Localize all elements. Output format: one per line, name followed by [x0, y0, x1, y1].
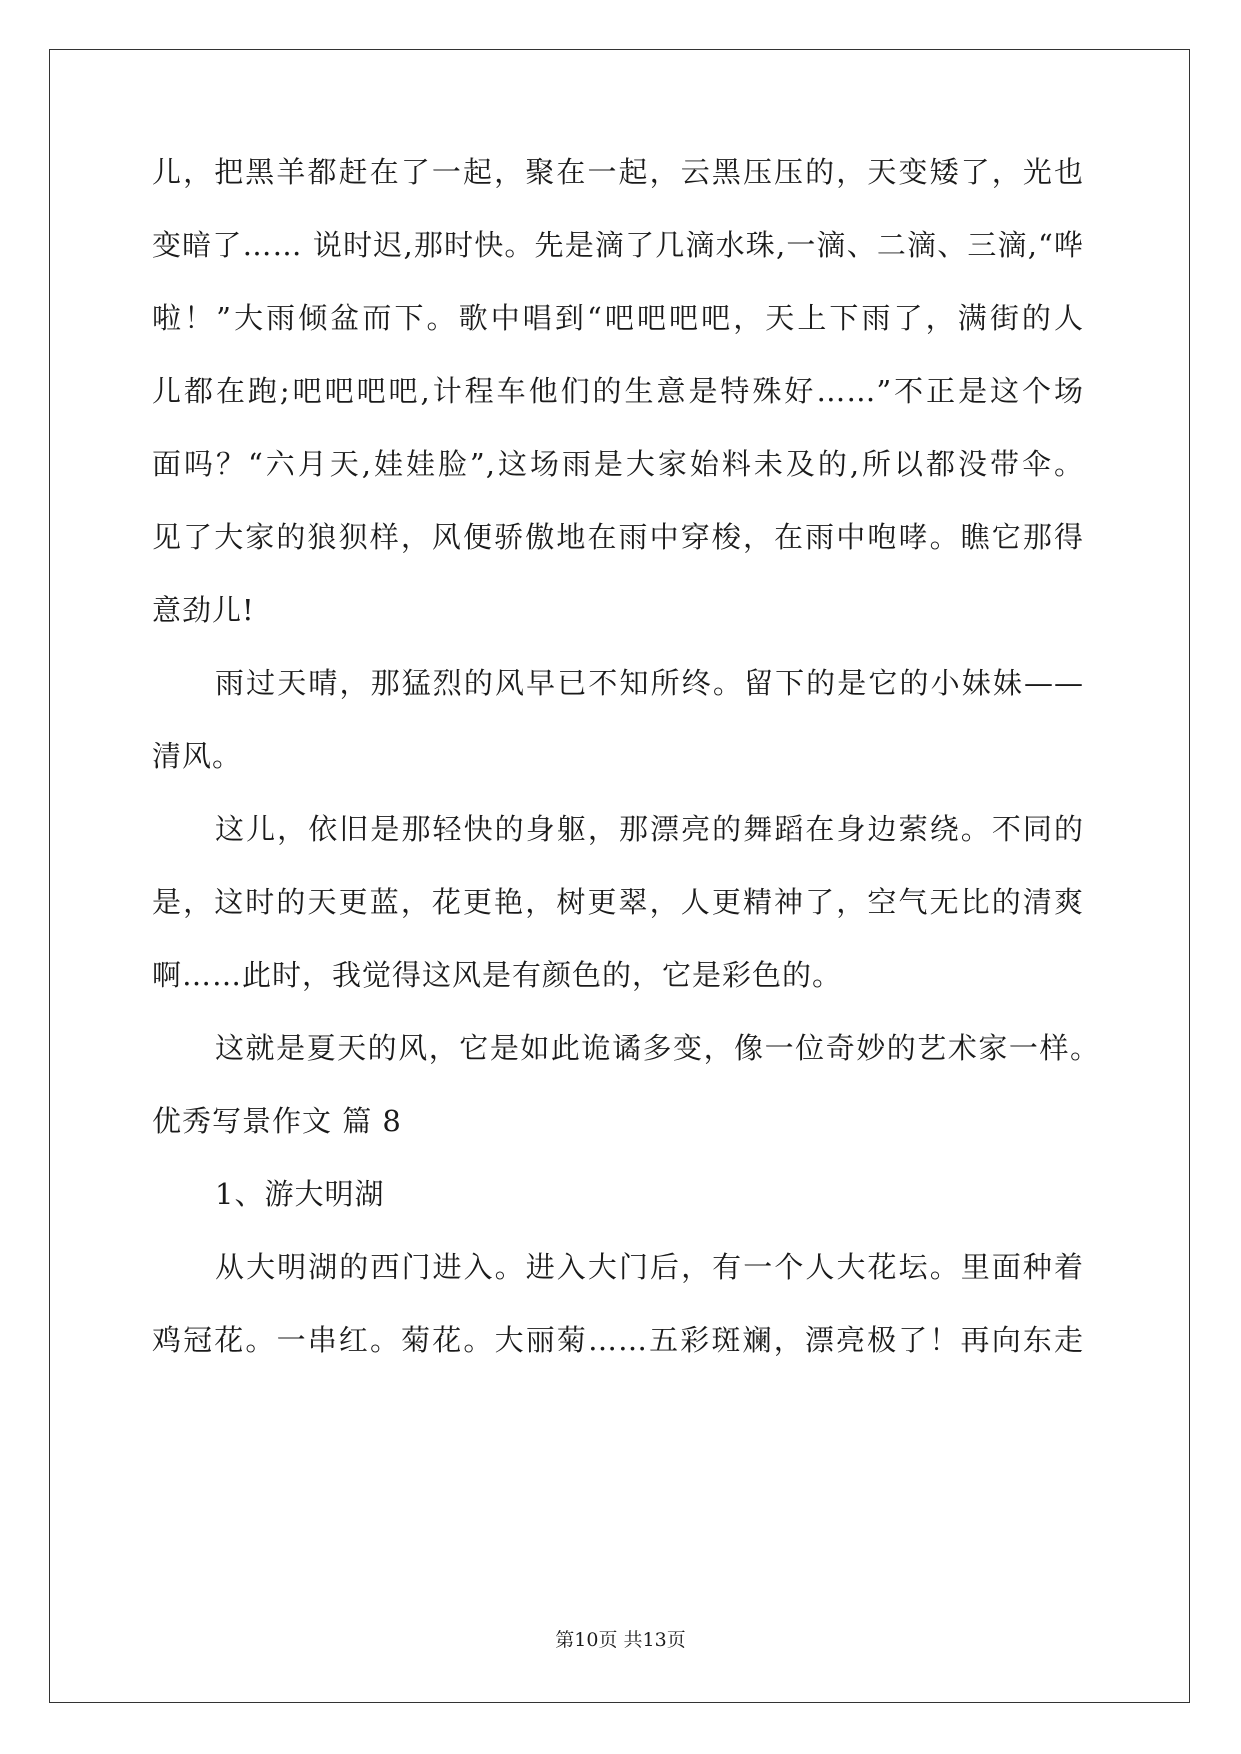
text-line: 变暗了…… 说时迟,那时快。先是滴了几滴水珠,一滴、二滴、三滴,“哗 [152, 228, 1084, 262]
section-heading: 优秀写景作文 篇 8 [152, 1104, 402, 1138]
text-line: 是，这时的天更蓝，花更艳，树更翠，人更精神了，空气无比的清爽 [152, 885, 1084, 919]
text-line: 啦！”大雨倾盆而下。歌中唱到“吧吧吧吧，天上下雨了，满街的人 [152, 301, 1084, 335]
page-footer: 第10页 共13页 [555, 1629, 686, 1651]
text-line: 儿，把黑羊都赶在了一起，聚在一起，云黑压压的，天变矮了，光也 [152, 155, 1084, 189]
text-line: 见了大家的狼狈样，风便骄傲地在雨中穿梭，在雨中咆哮。瞧它那得 [152, 520, 1084, 554]
text-line: 面吗？“六月天,娃娃脸”,这场雨是大家始料未及的,所以都没带伞。 [152, 447, 1084, 481]
text-line: 这儿，依旧是那轻快的身躯，那漂亮的舞蹈在身边萦绕。不同的 [215, 812, 1084, 846]
text-line: 清风。 [152, 739, 243, 773]
text-line: 这就是夏天的风，它是如此诡谲多变，像一位奇妙的艺术家一样。 [215, 1031, 1100, 1065]
text-line: 从大明湖的西门进入。进入大门后，有一个人大花坛。里面种着 [215, 1250, 1084, 1284]
text-line: 雨过天晴，那猛烈的风早已不知所终。留下的是它的小妹妹—— [215, 666, 1084, 700]
subsection-heading: 1、游大明湖 [215, 1177, 385, 1211]
text-line: 儿都在跑;吧吧吧吧,计程车他们的生意是特殊好……”不正是这个场 [152, 374, 1084, 408]
text-line: 意劲儿! [152, 593, 255, 627]
text-line: 鸡冠花。一串红。菊花。大丽菊……五彩斑斓，漂亮极了！再向东走 [152, 1323, 1084, 1357]
text-line: 啊……此时，我觉得这风是有颜色的，它是彩色的。 [152, 958, 843, 992]
